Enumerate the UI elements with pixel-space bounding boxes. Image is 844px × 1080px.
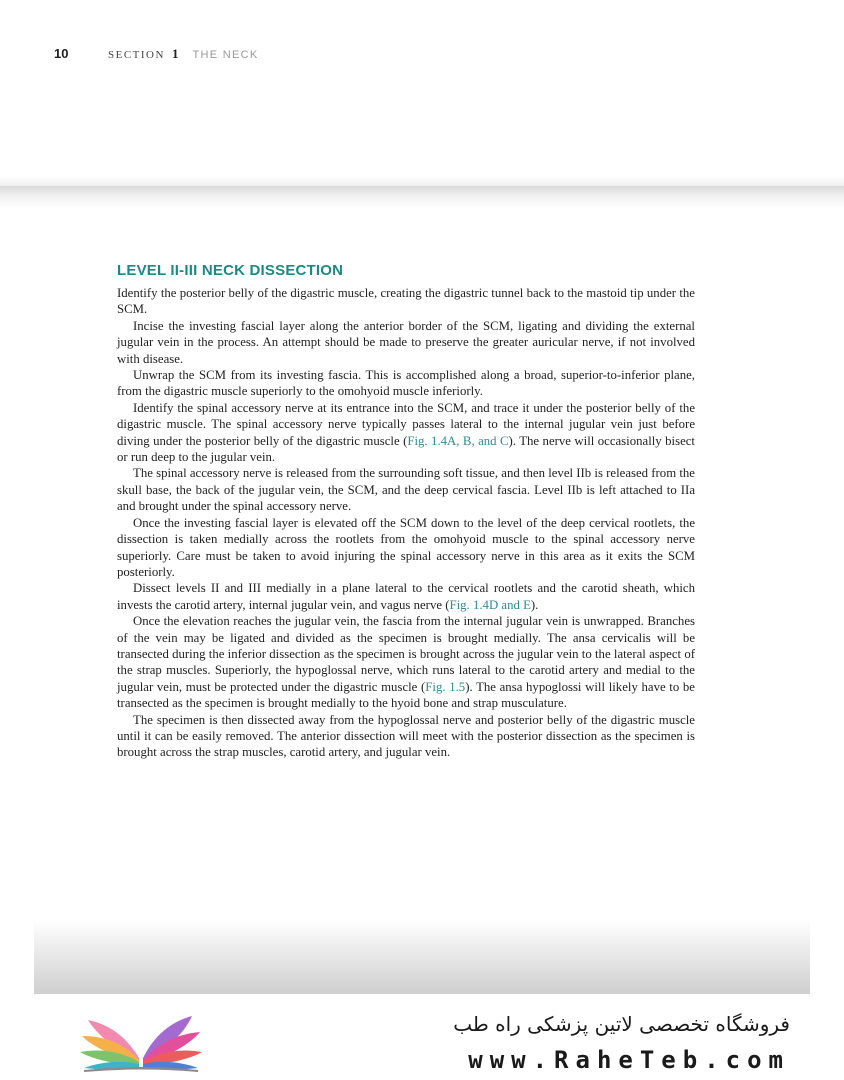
paragraph-text: ). The ansa hypoglossi will likely have to be transected as the specimen is brought medially to the hyoid bone and strap musculature. [117, 679, 695, 711]
paragraph-text: Once the elevation reaches the jugular vein, the fascia from the internal jugular vein is unwrapped. Branches of the vein may be ligated and divided as the specimen is brought medially. The ansa cervicalis will be transected during the inferior dissection as the specimen is brought across the jugular vein to the lateral aspect of the strap muscles. Superiorly, the hypoglossal nerve, which runs lateral to the carotid artery and medial to the jugular vein, must be protected under the digastric muscle ( [117, 614, 695, 694]
section-title: THE NECK [192, 49, 259, 61]
body-paragraph: Incise the investing fascial layer along the anterior border of the SCM, ligating and dividing the external jugular vein in the process. An attempt should be made to preserve the greater auricular nerve, if not involved with disease. [117, 318, 695, 366]
section-label: SECTION [108, 49, 165, 61]
article [117, 262, 695, 761]
figure-reference-link[interactable]: Fig. 1.4D and E [449, 597, 531, 612]
paragraph-list [117, 285, 695, 761]
store-url[interactable]: www.RaheTeb.com [468, 1046, 790, 1074]
body-paragraph [117, 400, 695, 466]
body-paragraph [117, 580, 695, 613]
paragraph-text: Identify the spinal accessory nerve at its entrance into the SCM, and trace it under the posterior belly of the digastric muscle. The spinal accessory nerve typically passes lateral to the internal jugular vein just before diving under the posterior belly of the digastric muscle ( [117, 400, 695, 448]
running-head [54, 46, 258, 64]
section-heading: LEVEL II-III NECK DISSECTION [117, 262, 344, 279]
page-number: 10 [54, 46, 69, 61]
body-paragraph [117, 613, 695, 711]
body-paragraph: The spinal accessory nerve is released from the surrounding soft tissue, and then level IIb is released from the skull base, the back of the jugular vein, the SCM, and the deep cervical fascia. Level IIb is left attached to IIa and brought under the spinal accessory nerve. [117, 466, 695, 514]
figure-reference-link[interactable]: Fig. 1.5 [425, 679, 466, 694]
figure-reference-link[interactable]: Fig. 1.4A, B, and C [407, 433, 509, 448]
paragraph-text: ). The nerve will occasionally bisect or run deep to the jugular vein. [117, 433, 695, 465]
body-paragraph: Unwrap the SCM from its investing fascia. This is accomplished along a broad, superior-to-inferior plane, from the digastric muscle superiorly to the omohyoid muscle inferiorly. [117, 368, 695, 399]
scan-edge-shadow-bottom [34, 920, 810, 994]
store-name: فروشگاه تخصصی لاتین پزشکی راه طب [453, 1012, 790, 1036]
scan-edge-shadow [0, 186, 844, 208]
open-book-logo-icon [76, 1006, 206, 1076]
body-paragraph: The specimen is then dissected away from the hypoglossal nerve and posterior belly of the digastric muscle until it can be easily removed. The anterior dissection will meet with the posterior dissection as the specimen is brought across the strap muscles, carotid artery, and jugular vein. [117, 712, 695, 760]
paragraph-text: Dissect levels II and III medially in a plane lateral to the cervical rootlets and the carotid sheath, which invests the carotid artery, internal jugular vein, and vagus nerve ( [117, 581, 695, 612]
body-paragraph: Once the investing fascial layer is elevated off the SCM down to the level of the deep cervical rootlets, the dissection is taken medially across the rootlets from the omohyoid muscle to the spinal accessory nerve superiorly. Care must be taken to avoid injuring the spinal accessory nerve in this area as it exits the SCM posteriorly. [117, 515, 695, 579]
body-paragraph: Identify the posterior belly of the digastric muscle, creating the digastric tunnel back to the mastoid tip under the SCM. [117, 286, 695, 317]
paragraph-text: ). [530, 597, 539, 612]
section-number: 1 [171, 46, 179, 61]
